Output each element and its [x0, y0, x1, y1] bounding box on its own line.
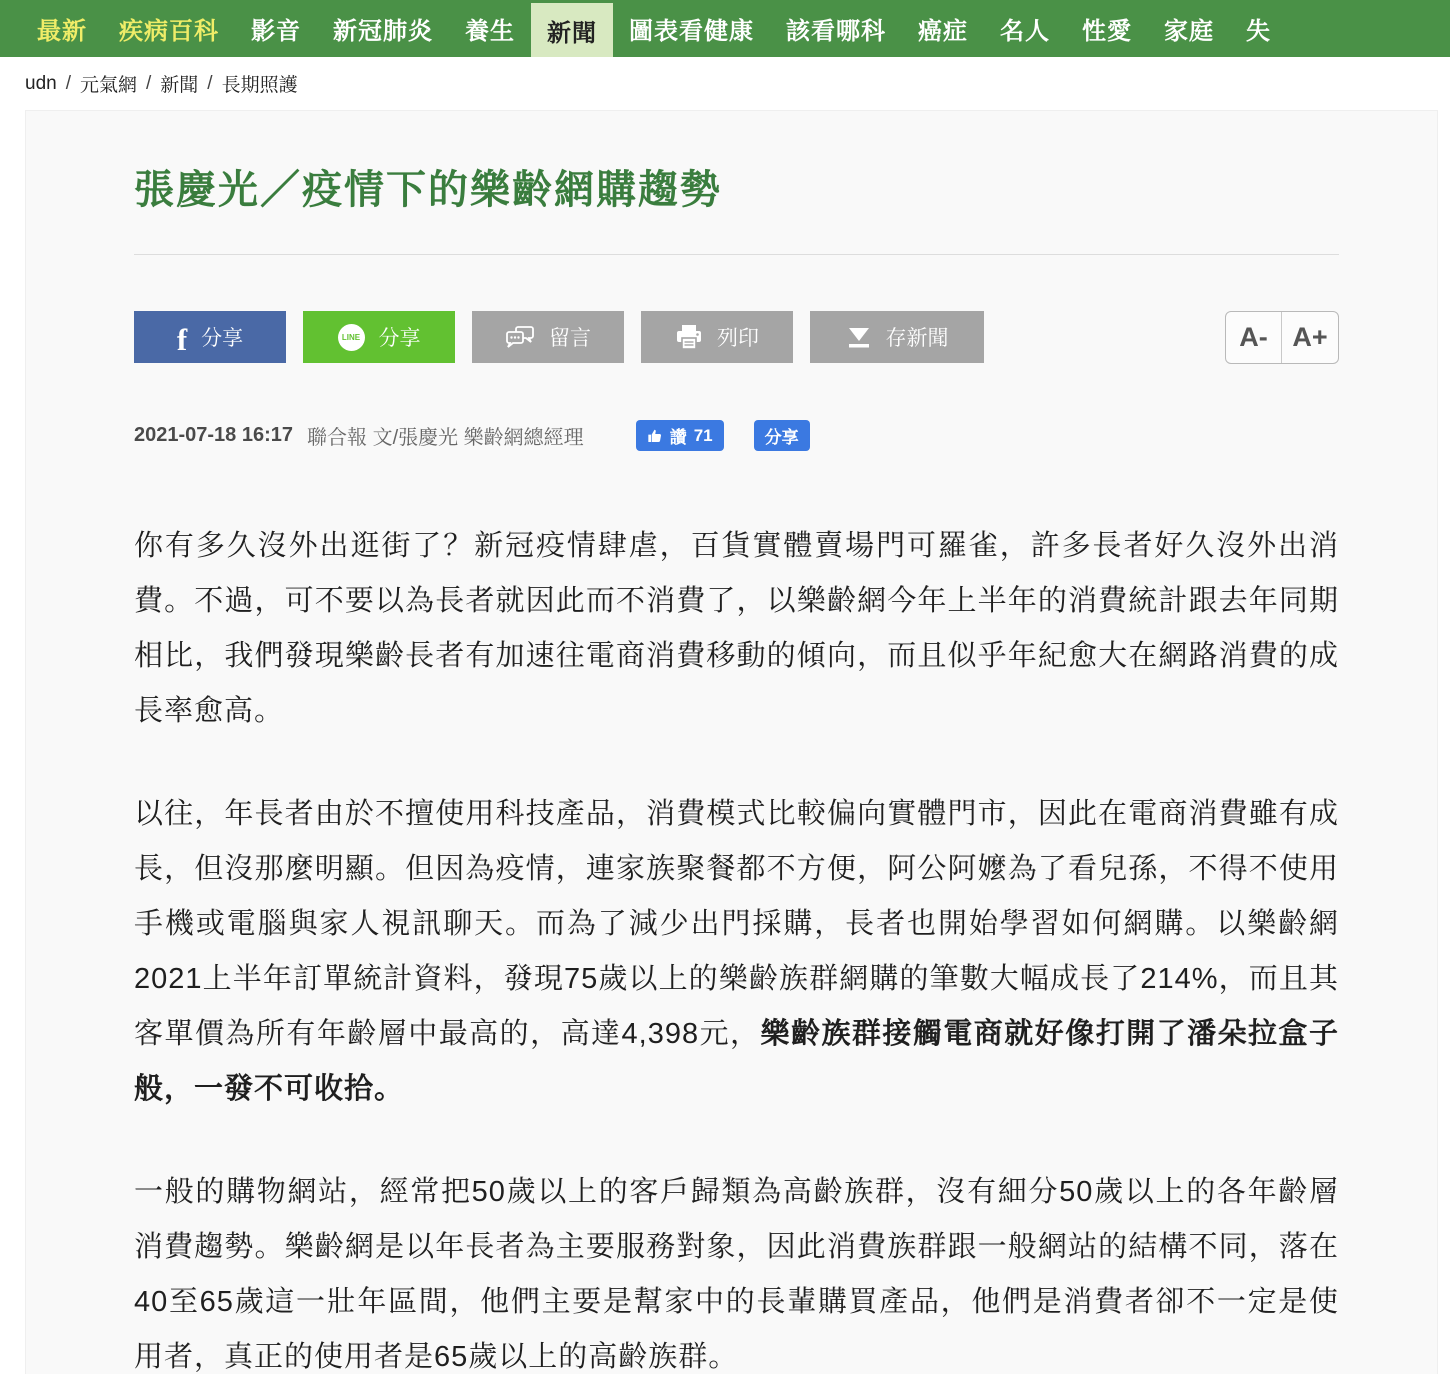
font-larger-button[interactable]: A+: [1282, 312, 1338, 363]
article-body: [134, 519, 1339, 1374]
nav-item-cancer[interactable]: 癌症: [918, 18, 968, 45]
comment-button[interactable]: [472, 311, 624, 363]
facebook-share-label: 分享: [201, 327, 244, 350]
font-size-controls: [1225, 311, 1339, 364]
source-author: 聯合報 文/張慶光 樂齡網總經理: [307, 427, 584, 449]
facebook-share-button[interactable]: [134, 311, 286, 363]
print-label: 列印: [717, 327, 759, 350]
facebook-widgets: [636, 420, 810, 451]
breadcrumb: [0, 57, 1450, 110]
nav-item-sex[interactable]: 性愛: [1082, 18, 1132, 45]
nav-item-disease-wiki[interactable]: 疾病百科: [119, 18, 219, 45]
paragraph-3: 一般的購物網站，經常把50歲以上的客戶歸類為高齡族群，沒有細分50歲以上的各年齡層消費趨勢。樂齡網是以年長者為主要服務對象，因此消費族群跟一般網站的結構不同，落在40至65歲這一壯年區間，他們主要是幫家中的長輩購買產品，他們是消費者卻不一定是使用者，真正的使用者是65歲以上的高齡族群。: [134, 1176, 1339, 1373]
nav-item-latest[interactable]: 最新: [37, 18, 87, 45]
nav-item-health-charts[interactable]: 圖表看健康: [629, 18, 754, 45]
breadcrumb-news[interactable]: 新聞: [160, 75, 199, 96]
nav-item-dementia-cut[interactable]: 失: [1246, 18, 1271, 45]
nav-item-video[interactable]: 影音: [251, 18, 301, 45]
top-navigation: [0, 0, 1450, 57]
nav-item-celebrity[interactable]: 名人: [1000, 18, 1050, 45]
line-share-label: 分享: [378, 327, 421, 350]
fb-widget-share-label: 分享: [764, 428, 799, 447]
comment-label: 留言: [549, 327, 591, 350]
article-card: [25, 110, 1438, 1374]
nav-item-family[interactable]: 家庭: [1164, 18, 1214, 45]
printer-icon: [675, 323, 703, 351]
breadcrumb-udn[interactable]: udn: [25, 72, 57, 94]
comment-bubbles-icon: [505, 324, 535, 350]
paragraph-2: [134, 787, 1339, 1117]
page-title: 張慶光／疫情下的樂齡網購趨勢: [134, 168, 722, 212]
thumb-up-icon: [647, 428, 663, 444]
paragraph-2-normal: 以往，年長者由於不擅使用科技產品，消費模式比較偏向實體門市，因此在電商消費雖有成長，但沒那麼明顯。但因為疫情，連家族聚餐都不方便，阿公阿嬤為了看兒孫，不得不使用手機或電腦與家人視訊聊天。而為了減少出門採購，長者也開始學習如何網購。以樂齡網2021上半年訂單統計資料，發現75歲以上的樂齡族群網購的筆數大幅成長了214%，而且其客單價為所有年齡層中最高的，高達4,398元，: [134, 798, 1339, 1050]
facebook-like-button[interactable]: [636, 420, 724, 451]
save-news-button[interactable]: [810, 311, 984, 363]
share-toolbar: [134, 311, 1339, 364]
breadcrumb-separator: /: [146, 72, 152, 94]
print-button[interactable]: [641, 311, 793, 363]
nav-item-news-active[interactable]: 新聞: [531, 3, 613, 57]
breadcrumb-separator: /: [65, 72, 71, 94]
publish-datetime: 2021-07-18 16:17: [134, 424, 294, 446]
paragraph-1: 你有多久沒外出逛街了？新冠疫情肆虐，百貨實體賣場門可羅雀，許多長者好久沒外出消費。不過，可不要以為長者就因此而不消費了，以樂齡網今年上半年的消費統計跟去年同期相比，我們發現樂齡長者有加速往電商消費移動的傾向，而且似乎年紀愈大在網路消費的成長率愈高。: [134, 530, 1339, 727]
save-news-label: 存新聞: [885, 327, 949, 350]
download-icon: [846, 324, 872, 350]
nav-item-covid[interactable]: 新冠肺炎: [333, 18, 433, 45]
nav-item-wellness[interactable]: 養生: [465, 18, 515, 45]
breadcrumb-separator: /: [207, 72, 213, 94]
facebook-icon: f: [176, 321, 188, 357]
like-label: 讚: [669, 428, 687, 447]
line-icon: LINE: [338, 324, 365, 351]
paragraph-2-bold: 樂齡族群接觸電商就好像打開了潘朵拉盒子般，一發不可收拾。: [134, 1018, 1339, 1105]
title-divider: [134, 254, 1339, 255]
like-count: 71: [693, 425, 713, 445]
breadcrumb-site[interactable]: 元氣網: [79, 75, 137, 96]
facebook-widget-share-button[interactable]: [754, 420, 810, 451]
font-smaller-button[interactable]: A-: [1226, 312, 1282, 363]
breadcrumb-longcare[interactable]: 長期照護: [221, 75, 298, 96]
line-share-button[interactable]: [303, 311, 455, 363]
article-meta-row: [134, 420, 1339, 451]
nav-item-which-dept[interactable]: 該看哪科: [786, 18, 886, 45]
